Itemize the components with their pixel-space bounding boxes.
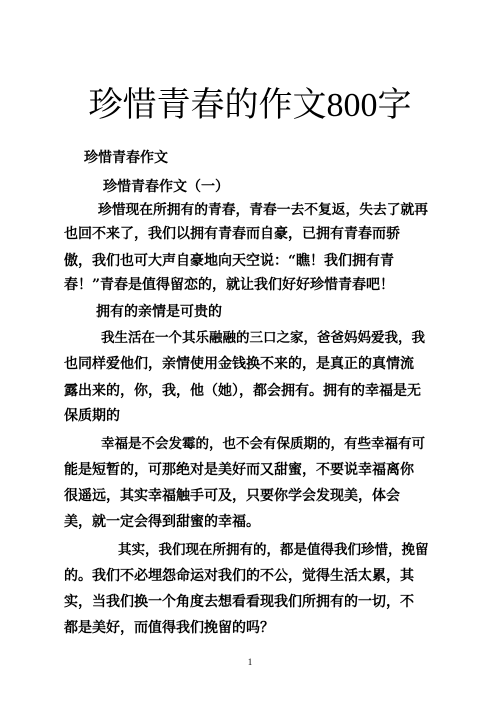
text-line: 珍惜现在所拥有的青春，青春一去不复返，失去了就再: [98, 202, 429, 218]
text-line: 春！”青春是值得留恋的，就让我们好好珍惜青春吧！: [64, 277, 395, 293]
text-line: 也同样爱他们，亲情使用金钱换不来的，是真正的真情流: [64, 356, 414, 372]
text-line: 露出来的，你，我，他（她），都会拥有。拥有的幸福是无: [64, 383, 421, 399]
subheading: 珍惜青春作文: [84, 150, 168, 166]
text-line: 也回不来了，我们以拥有青春而自豪，已拥有青春而骄: [64, 226, 400, 242]
text-line: 能是短暂的，可那绝对是美好而又甜蜜，不要说幸福离你: [64, 462, 414, 478]
text-line: 实，当我们换一个角度去想看看现我们所拥有的一切，不: [64, 594, 414, 610]
text-line: 我生活在一个其乐融融的三口之家，爸爸妈妈爱我，我: [101, 330, 425, 346]
text-line: 幸福是不会发霉的，也不会有保质期的，有些幸福有可: [101, 436, 425, 452]
text-line: 其实，我们现在所拥有的，都是值得我们珍惜，挽留: [118, 542, 429, 558]
text-line: 美，就一定会得到甜蜜的幸福。: [64, 514, 260, 530]
text-line: 的。我们不必埋怨命运对我们的不公，觉得生活太累，其: [64, 568, 414, 584]
text-line: 都是美好，而值得我们挽留的吗？: [64, 620, 274, 636]
document-title: 珍惜青春的作文800字: [88, 87, 412, 124]
page-number: 1: [247, 657, 253, 667]
text-line: 傲，我们也可大声自豪地向天空说：“瞧！我们拥有青: [64, 253, 395, 269]
text-line: 保质期的: [64, 408, 120, 424]
text-line: 很遥远，其实幸福触手可及，只要你学会发现美，体会: [64, 488, 400, 504]
text-line: 拥有的亲情是可贵的: [96, 304, 222, 320]
section-heading: 珍惜青春作文（一）: [103, 179, 229, 195]
